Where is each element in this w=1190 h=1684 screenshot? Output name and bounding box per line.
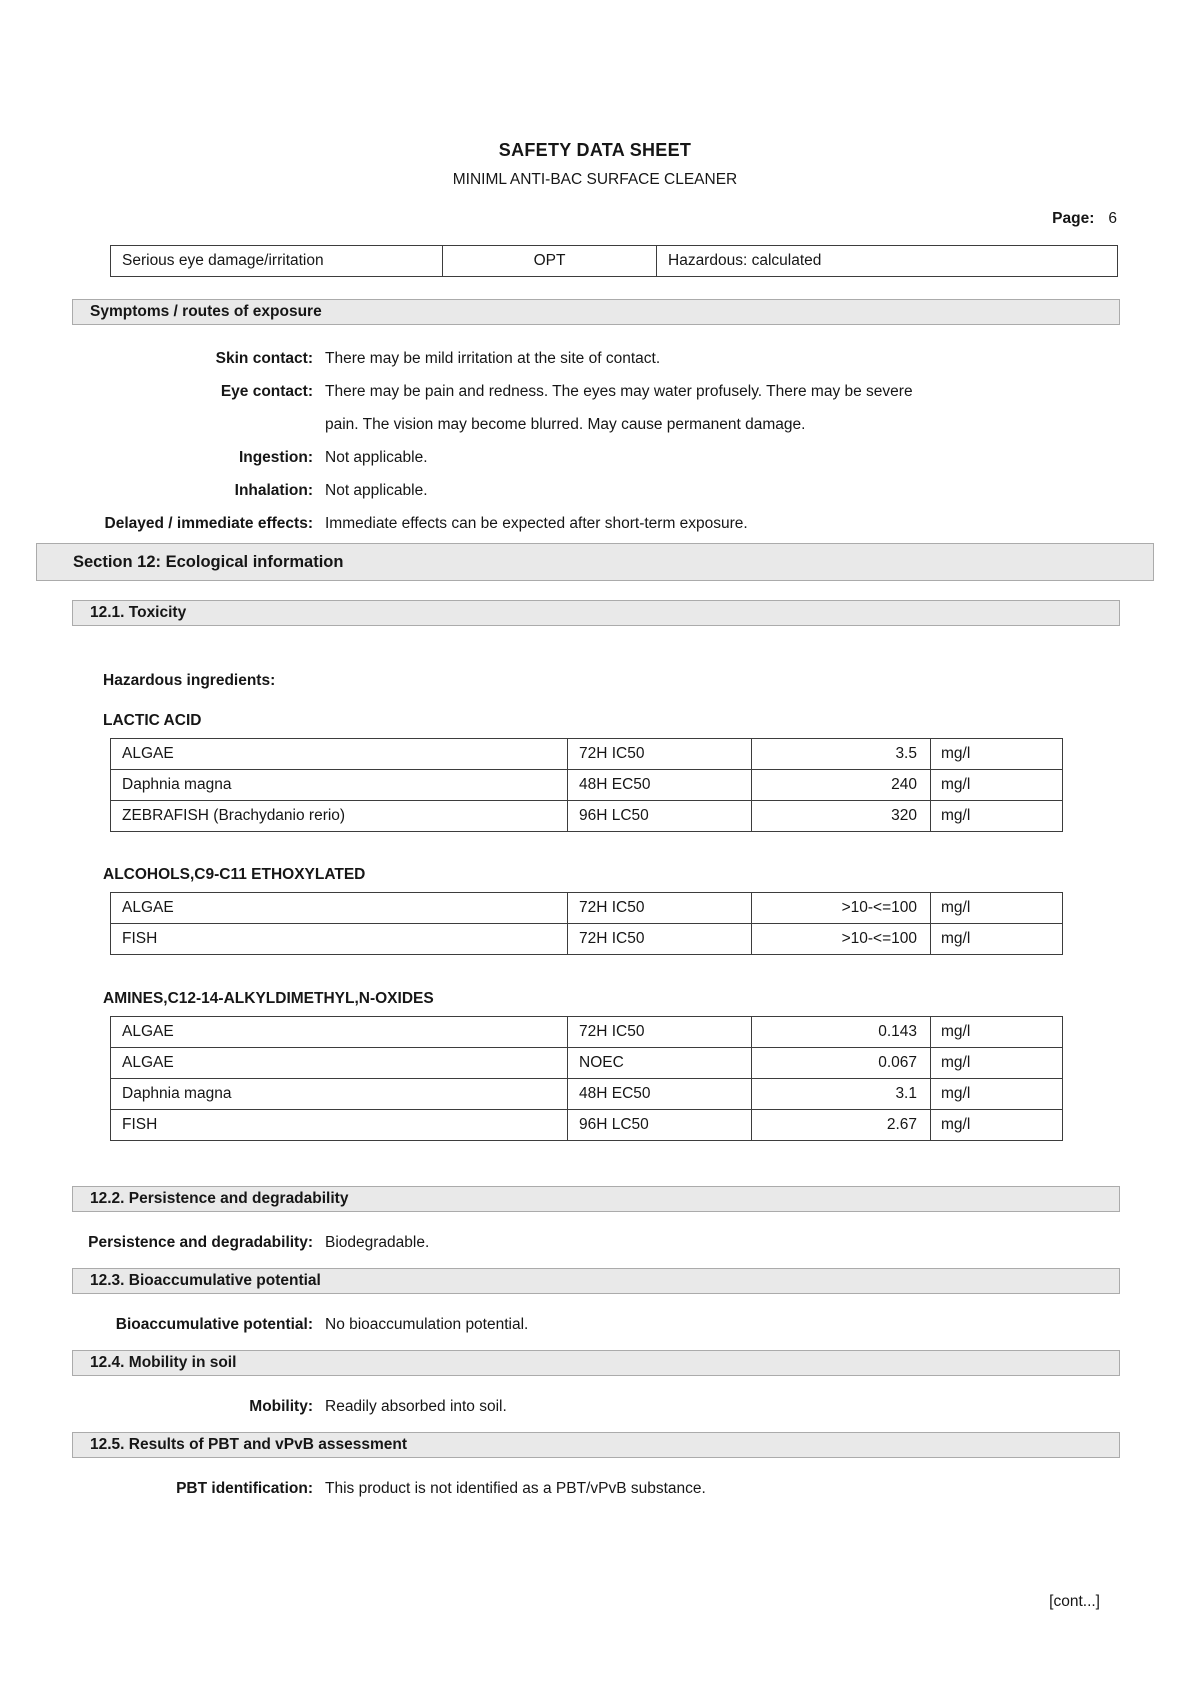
mobility-value: Readily absorbed into soil.	[325, 1398, 507, 1415]
toxicity-row	[111, 893, 1063, 924]
unit-cell: mg/l	[931, 801, 1063, 832]
ingredient-name-lactic-acid: LACTIC ACID	[103, 712, 202, 729]
symptom-row-inhalation	[0, 474, 1190, 507]
symptom-value-line: Not applicable.	[325, 482, 428, 499]
symptoms-section-header: Symptoms / routes of exposure	[72, 299, 1120, 325]
continuation-marker: [cont...]	[1049, 1593, 1100, 1610]
test-cell: 72H IC50	[568, 924, 752, 955]
toxicity-row	[111, 1110, 1063, 1141]
classification-hazard-cell: Serious eye damage/irritation	[111, 246, 443, 277]
value-cell: 3.1	[752, 1079, 931, 1110]
pbt-identification-label: PBT identification:	[176, 1480, 313, 1497]
symptom-row-eye-contact	[0, 375, 1190, 441]
unit-cell: mg/l	[931, 893, 1063, 924]
toxicity-table-amines	[110, 1016, 1063, 1141]
toxicity-row	[111, 1079, 1063, 1110]
bioaccumulation-label: Bioaccumulative potential:	[115, 1316, 313, 1333]
unit-cell: mg/l	[931, 770, 1063, 801]
page-indicator	[0, 209, 1117, 228]
species-cell: ZEBRAFISH (Brachydanio rerio)	[111, 801, 568, 832]
unit-cell: mg/l	[931, 739, 1063, 770]
hazardous-ingredients-label: Hazardous ingredients:	[103, 672, 276, 689]
symptom-value-line: Immediate effects can be expected after short-term exposure.	[325, 515, 748, 532]
unit-cell: mg/l	[931, 1048, 1063, 1079]
species-cell: FISH	[111, 924, 568, 955]
value-cell: >10-<=100	[752, 924, 931, 955]
classification-test-cell: OPT	[443, 246, 657, 277]
value-cell: 320	[752, 801, 931, 832]
symptom-value	[325, 342, 985, 375]
symptom-value-line: There may be pain and redness. The eyes may water profusely. There may be severe	[325, 383, 913, 400]
section-12-header: Section 12: Ecological information	[36, 543, 1154, 581]
bioaccumulation-row	[0, 1310, 1190, 1340]
classification-row	[111, 246, 1118, 277]
mobility-row	[0, 1392, 1190, 1422]
symptom-label: Ingestion:	[238, 449, 313, 466]
subsection-12-5-header: 12.5. Results of PBT and vPvB assessment	[72, 1432, 1120, 1458]
toxicity-table-lactic-acid	[110, 738, 1063, 832]
page-number-value: 6	[1108, 210, 1117, 227]
symptom-value-line: pain. The vision may become blurred. May cause permanent damage.	[325, 416, 806, 433]
test-cell: 96H LC50	[568, 1110, 752, 1141]
species-cell: Daphnia magna	[111, 770, 568, 801]
pbt-identification-row	[0, 1474, 1190, 1504]
symptom-value-line: Not applicable.	[325, 449, 428, 466]
product-name: MINIML ANTI-BAC SURFACE CLEANER	[452, 171, 738, 188]
toxicity-row	[111, 1048, 1063, 1079]
ingredient-name-amines: AMINES,C12-14-ALKYLDIMETHYL,N-OXIDES	[103, 990, 434, 1007]
toxicity-row	[111, 924, 1063, 955]
symptom-label: Skin contact:	[215, 350, 313, 367]
test-cell: 72H IC50	[568, 1017, 752, 1048]
symptom-row-delayed-effects	[0, 507, 1190, 540]
classification-table	[110, 245, 1118, 277]
classification-status-cell: Hazardous: calculated	[657, 246, 1118, 277]
symptom-label: Delayed / immediate effects:	[104, 515, 313, 532]
species-cell: ALGAE	[111, 893, 568, 924]
symptom-row-skin-contact	[0, 342, 1190, 375]
persistence-row	[0, 1228, 1190, 1258]
subsection-12-1-header: 12.1. Toxicity	[72, 600, 1120, 626]
test-cell: NOEC	[568, 1048, 752, 1079]
subsection-12-4-header: 12.4. Mobility in soil	[72, 1350, 1120, 1376]
symptom-value	[325, 507, 985, 540]
persistence-value: Biodegradable.	[325, 1234, 430, 1251]
unit-cell: mg/l	[931, 1110, 1063, 1141]
species-cell: Daphnia magna	[111, 1079, 568, 1110]
symptom-label: Eye contact:	[220, 383, 313, 400]
value-cell: 0.143	[752, 1017, 931, 1048]
page-title: SAFETY DATA SHEET	[498, 140, 692, 160]
symptom-label: Inhalation:	[234, 482, 313, 499]
value-cell: 240	[752, 770, 931, 801]
symptom-value	[325, 441, 985, 474]
subsection-12-3-header: 12.3. Bioaccumulative potential	[72, 1268, 1120, 1294]
species-cell: ALGAE	[111, 1048, 568, 1079]
symptom-value-line: There may be mild irritation at the site of contact.	[325, 350, 661, 367]
symptoms-detail-block	[0, 342, 1190, 540]
test-cell: 72H IC50	[568, 893, 752, 924]
test-cell: 48H EC50	[568, 770, 752, 801]
mobility-label: Mobility:	[249, 1398, 313, 1415]
symptom-row-ingestion	[0, 441, 1190, 474]
toxicity-row	[111, 739, 1063, 770]
pbt-identification-value: This product is not identified as a PBT/vPvB substance.	[325, 1480, 706, 1497]
unit-cell: mg/l	[931, 1079, 1063, 1110]
symptom-value	[325, 474, 985, 507]
toxicity-row	[111, 801, 1063, 832]
toxicity-row	[111, 1017, 1063, 1048]
unit-cell: mg/l	[931, 924, 1063, 955]
species-cell: FISH	[111, 1110, 568, 1141]
ingredient-name-alcohols: ALCOHOLS,C9-C11 ETHOXYLATED	[103, 866, 366, 883]
test-cell: 72H IC50	[568, 739, 752, 770]
persistence-label: Persistence and degradability:	[88, 1234, 313, 1251]
toxicity-table-alcohols	[110, 892, 1063, 955]
value-cell: 2.67	[752, 1110, 931, 1141]
toxicity-row	[111, 770, 1063, 801]
value-cell: 3.5	[752, 739, 931, 770]
symptom-value	[325, 375, 985, 441]
species-cell: ALGAE	[111, 1017, 568, 1048]
value-cell: 0.067	[752, 1048, 931, 1079]
bioaccumulation-value: No bioaccumulation potential.	[325, 1316, 529, 1333]
test-cell: 96H LC50	[568, 801, 752, 832]
test-cell: 48H EC50	[568, 1079, 752, 1110]
subsection-12-2-header: 12.2. Persistence and degradability	[72, 1186, 1120, 1212]
value-cell: >10-<=100	[752, 893, 931, 924]
page-number-label: Page:	[1052, 210, 1095, 227]
species-cell: ALGAE	[111, 739, 568, 770]
unit-cell: mg/l	[931, 1017, 1063, 1048]
